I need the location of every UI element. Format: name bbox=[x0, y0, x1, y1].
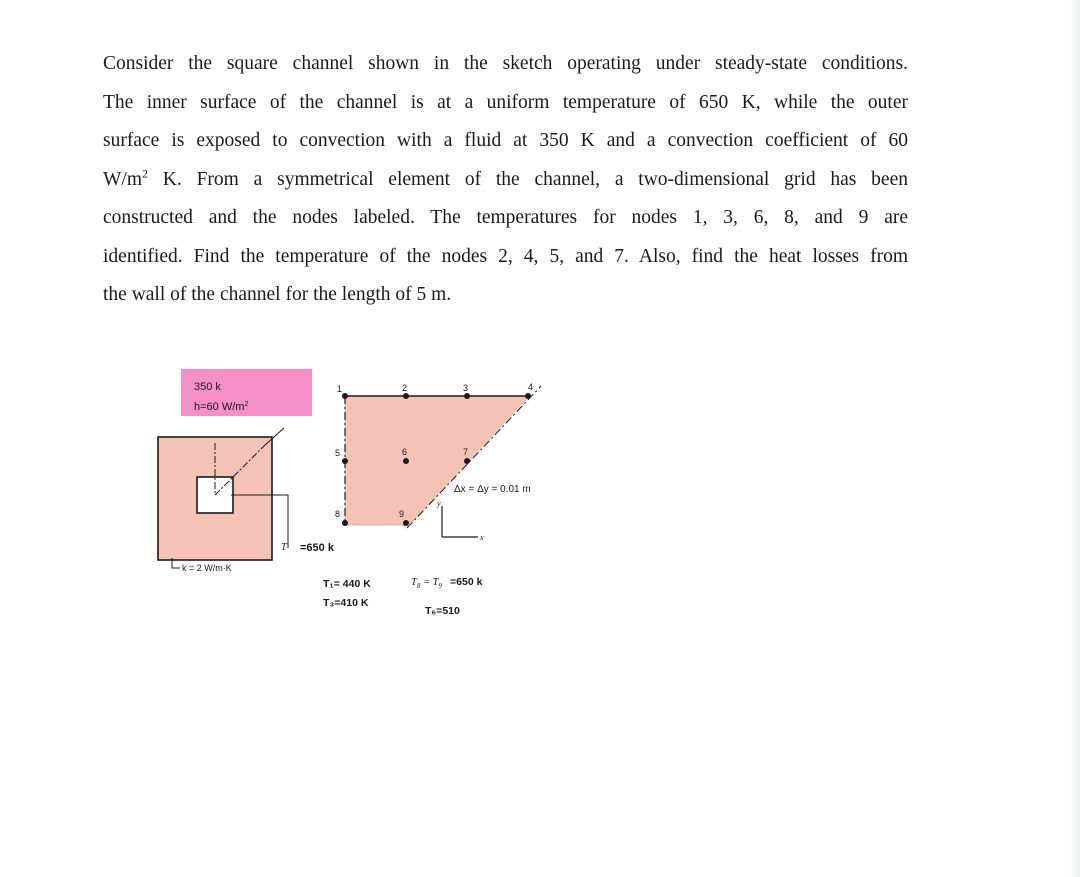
problem-line-7: the wall of the channel for the length of 5 m. bbox=[103, 284, 452, 305]
node-4-label: 4 bbox=[528, 382, 534, 392]
fluid-h-exponent: 2 bbox=[244, 401, 249, 408]
node-2-label: 2 bbox=[402, 383, 408, 393]
t8-t9-temp: =650 k bbox=[450, 576, 483, 588]
node-1-label: 1 bbox=[337, 384, 343, 394]
node-7-label: 7 bbox=[463, 447, 469, 457]
node-1-marker bbox=[342, 393, 348, 399]
y-axis-label: y bbox=[437, 499, 441, 508]
t8-t9-value bbox=[411, 576, 483, 590]
problem-line-3: surface is exposed to convection with a fluid at 350 K and a convection coefficient of 60 bbox=[103, 130, 908, 151]
unit-k: K. bbox=[148, 168, 197, 190]
node-9-marker bbox=[403, 520, 409, 526]
node-9-label: 9 bbox=[399, 509, 405, 519]
fluid-h-text: h=60 W/m bbox=[194, 401, 245, 413]
node-5-marker bbox=[342, 458, 348, 464]
inner-temp-symbol: T bbox=[281, 542, 287, 553]
problem-line-2: The inner surface of the channel is at a uniform temperature of 650 K, while the outer bbox=[103, 91, 908, 113]
node-8-label: 8 bbox=[335, 509, 341, 519]
node-3-label: 3 bbox=[463, 383, 469, 393]
t8-subscript: 8 bbox=[416, 582, 421, 590]
t9-symbol: = T bbox=[420, 577, 439, 588]
t9-subscript: 9 bbox=[438, 582, 443, 590]
problem-line-1: Consider the square channel shown in the sketch operating under steady-state conditions. bbox=[103, 53, 908, 74]
node-5-label: 5 bbox=[335, 448, 341, 458]
node-3-marker bbox=[464, 393, 470, 399]
t3-value: T₃=410 K bbox=[323, 597, 369, 609]
node-7-marker bbox=[464, 458, 470, 464]
grid-spacing-label: Δx = Δy = 0.01 m bbox=[454, 484, 531, 495]
t1-value: T₁= 440 K bbox=[323, 578, 371, 590]
node-6-label: 6 bbox=[402, 447, 408, 457]
node-6-marker bbox=[403, 458, 409, 464]
unit-w-m: W/m bbox=[103, 168, 142, 190]
fluid-h-label bbox=[194, 401, 248, 413]
problem-line-6: identified. Find the temperature of the nodes 2, 4, 5, and 7. Also, find the heat losses from bbox=[103, 245, 908, 267]
fluid-temp-label: 350 k bbox=[194, 381, 221, 393]
node-8-marker bbox=[342, 520, 348, 526]
node-4-marker bbox=[525, 393, 531, 399]
problem-line-5: constructed and the nodes labeled. The temperatures for nodes 1, 3, 6, 8, and 9 are bbox=[103, 207, 908, 228]
t8-symbol: T bbox=[411, 577, 417, 588]
t6-value: T₆=510 bbox=[425, 605, 460, 617]
x-axis-label: x bbox=[480, 533, 484, 542]
inner-temp-value: =650 k bbox=[300, 542, 334, 554]
conductivity-label: k = 2 W/m·K bbox=[182, 563, 232, 573]
unit-exponent: 2 bbox=[142, 166, 148, 180]
problem-line-4-text: From a symmetrical element of the channel, a two-dimensional grid has been bbox=[196, 168, 908, 190]
node-2-marker bbox=[403, 393, 409, 399]
